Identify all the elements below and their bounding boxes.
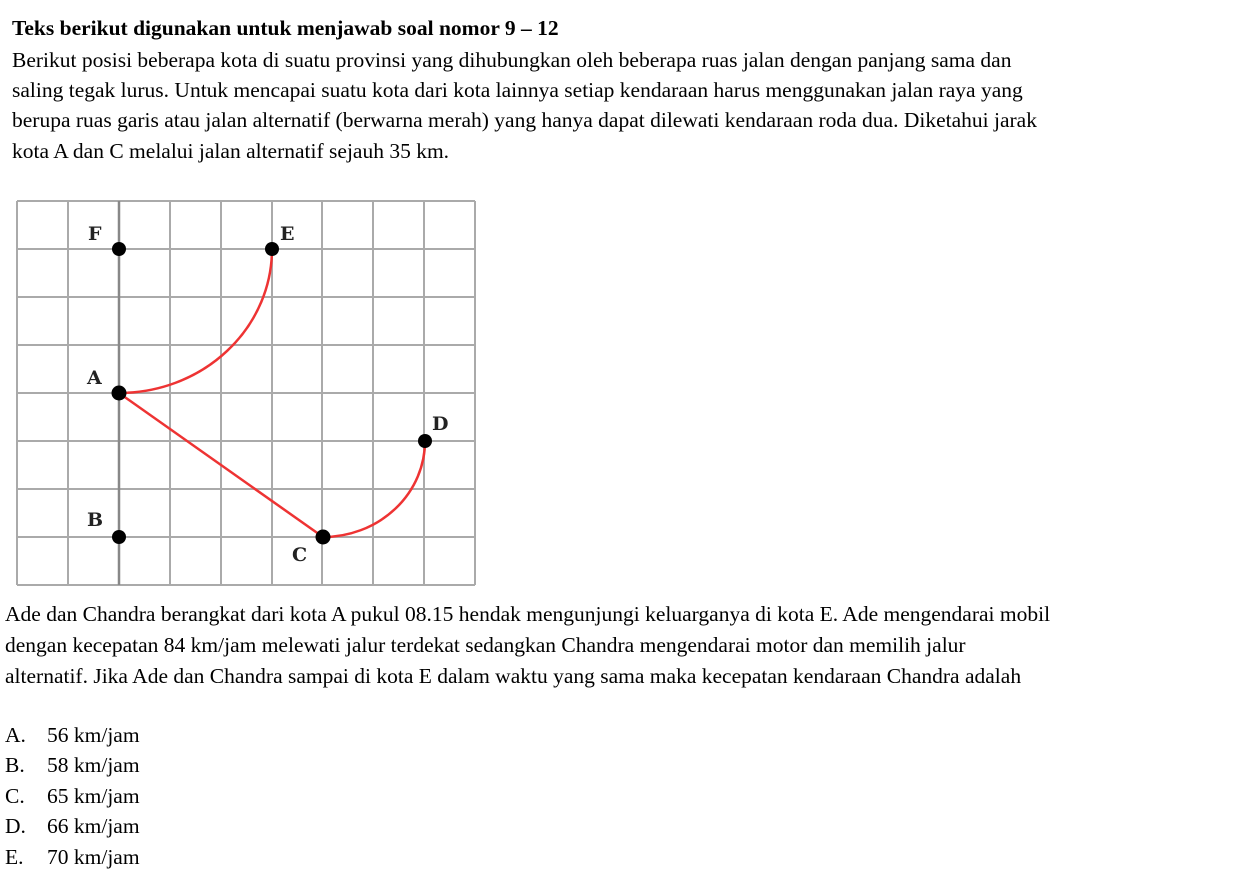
option-text: 58 km/jam	[47, 753, 140, 777]
intro-line: berupa ruas garis atau jalan alternatif (berwarna merah) yang hanya dapat dilewati kendaraan roda dua. Diketahui jarak	[12, 108, 1037, 132]
heading: Teks berikut digunakan untuk menjawab soal nomor 9 – 12	[12, 16, 559, 40]
option-d[interactable]	[5, 811, 140, 841]
option-letter: C.	[5, 784, 25, 808]
city-f-dot	[112, 242, 126, 256]
option-letter: D.	[5, 814, 26, 838]
city-b-dot	[112, 530, 126, 544]
question-line: Ade dan Chandra berangkat dari kota A pukul 08.15 hendak mengunjungi keluarganya di kota E. Ade mengendarai mobil	[5, 602, 1051, 626]
option-b[interactable]	[5, 750, 140, 780]
alternative-road-a-e	[119, 249, 272, 393]
grid	[17, 201, 475, 585]
label-e: E	[280, 223, 295, 245]
city-e-dot	[265, 242, 279, 256]
intro-line: Berikut posisi beberapa kota di suatu provinsi yang dihubungkan oleh beberapa ruas jalan dengan panjang sama dan	[12, 48, 1012, 72]
city-map-diagram	[0, 190, 500, 600]
intro-line: kota A dan C melalui jalan alternatif sejauh 35 km.	[12, 139, 450, 163]
option-text: 66 km/jam	[47, 814, 140, 838]
option-c[interactable]	[5, 781, 140, 811]
option-letter: A.	[5, 723, 26, 747]
option-letter: E.	[5, 845, 24, 869]
city-c-dot	[316, 530, 331, 545]
label-c: C	[292, 544, 308, 566]
city-a-dot	[112, 386, 127, 401]
option-text: 70 km/jam	[47, 845, 140, 869]
label-a: A	[87, 367, 102, 389]
city-d-dot	[418, 434, 432, 448]
question-line: alternatif. Jika Ade dan Chandra sampai di kota E dalam waktu yang sama maka kecepatan kendaraan Chandra adalah	[5, 664, 1022, 688]
option-text: 65 km/jam	[47, 784, 140, 808]
option-text: 56 km/jam	[47, 723, 140, 747]
option-a[interactable]	[5, 720, 140, 750]
label-f: F	[88, 223, 102, 245]
option-letter: B.	[5, 753, 25, 777]
label-d: D	[432, 413, 449, 435]
question-line: dengan kecepatan 84 km/jam melewati jalur terdekat sedangkan Chandra mengendarai motor dan memilih jalur	[5, 633, 966, 657]
intro-line: saling tegak lurus. Untuk mencapai suatu kota dari kota lainnya setiap kendaraan harus menggunakan jalan raya yang	[12, 78, 1023, 102]
option-e[interactable]	[5, 842, 140, 872]
label-b: B	[87, 509, 104, 531]
